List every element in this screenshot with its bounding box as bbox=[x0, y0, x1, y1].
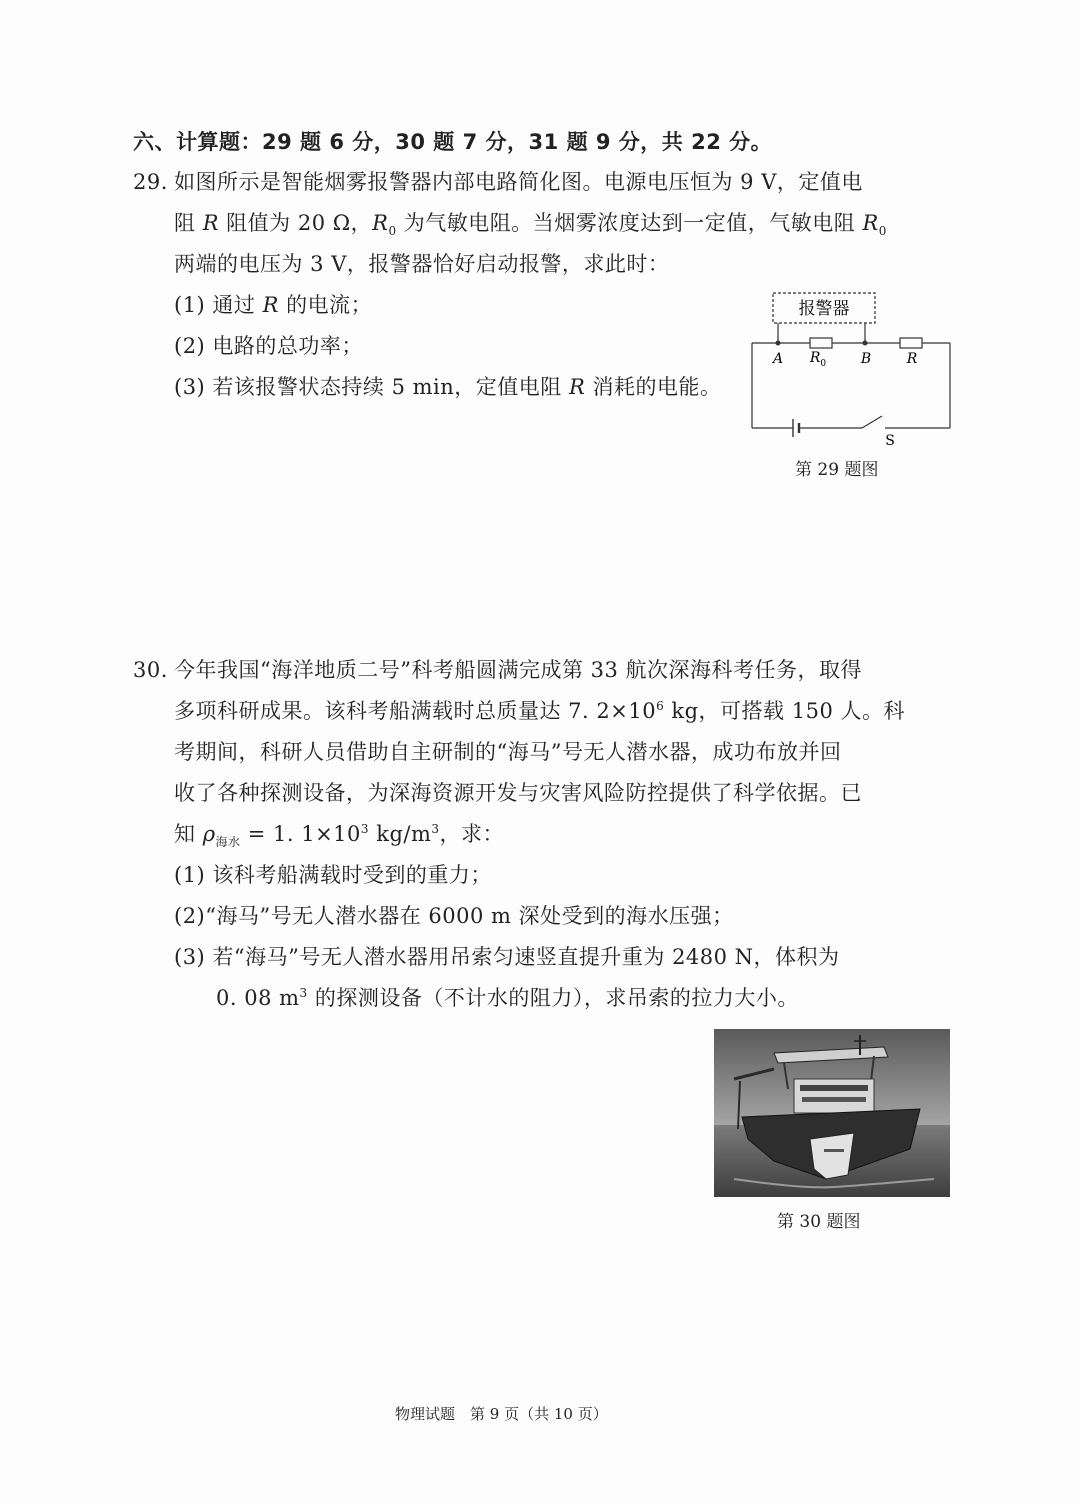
q29-part1: (1) 通过 R 的电流； bbox=[174, 293, 373, 317]
q30-line2: 多项科研成果。该科考船满载时总质量达 7. $2\times 10^6$ kg，可搭载 150 人。科 bbox=[174, 699, 905, 723]
alarm-label: 报警器 bbox=[798, 299, 850, 319]
page-footer: 物理试题 第 9 页（共 10 页） bbox=[395, 1405, 608, 1423]
q30-line5: 知 $\rho_{海水} = 1$. $1\times 10^3$ $kg/m^3$，求： bbox=[174, 822, 505, 850]
q30-part3-line2: 0. 08 $m^3$ 的探测设备（不计水的阻力），求吊索的拉力大小。 bbox=[216, 986, 799, 1010]
q30-line1: 今年我国“海洋地质二号”科考船圆满完成第 33 航次深海科考任务，取得 bbox=[174, 658, 863, 682]
node-b-dot bbox=[863, 341, 868, 346]
q29-line3: 两端的电压为 3 V，报警器恰好启动报警，求此时： bbox=[174, 252, 670, 276]
q29-figure-caption: 第 29 题图 bbox=[795, 460, 879, 480]
q29-circuit-diagram bbox=[740, 285, 970, 455]
q29-line1: 如图所示是智能烟雾报警器内部电路简化图。电源电压恒为 9 V，定值电 bbox=[174, 170, 863, 194]
r-label: R bbox=[906, 351, 918, 367]
switch-lever bbox=[862, 416, 882, 428]
q29-line2: 阻 R 阻值为 20 Ω，$R_0$ 为气敏电阻。当烟雾浓度达到一定值，气敏电阻 $R_0$ bbox=[174, 211, 887, 239]
q29-part2: (2) 电路的总功率； bbox=[174, 334, 363, 358]
q29-number: 29. bbox=[133, 170, 168, 194]
q30-part3-line1: (3) 若“海马”号无人潜水器用吊索匀速竖直提升重为 2480 N，体积为 bbox=[174, 945, 840, 969]
q29-part3: (3) 若该报警状态持续 5 min，定值电阻 R 消耗的电能。 bbox=[174, 375, 722, 399]
section-heading: 六、计算题：29 题 6 分，30 题 7 分，31 题 9 分，共 22 分。 bbox=[133, 130, 773, 154]
q30-number: 30. bbox=[133, 658, 168, 682]
resistor-r0 bbox=[810, 338, 832, 348]
q30-line4: 收了各种探测设备，为深海资源开发与灾害风险防控提供了科学依据。已 bbox=[174, 781, 862, 805]
q30-part2: (2)“海马”号无人潜水器在 6000 m 深处受到的海水压强； bbox=[174, 904, 734, 928]
r0-label: $R_0$ bbox=[809, 350, 827, 369]
node-a-dot bbox=[776, 341, 781, 346]
node-b-label: B bbox=[860, 351, 872, 367]
resistor-r bbox=[900, 338, 922, 348]
q30-line3: 考期间，科研人员借助自主研制的“海马”号无人潜水器，成功布放并回 bbox=[174, 740, 842, 764]
ship-photo bbox=[714, 1029, 950, 1197]
switch-label: S bbox=[885, 433, 895, 449]
node-a-label: A bbox=[772, 351, 784, 367]
q30-figure-caption: 第 30 题图 bbox=[777, 1212, 861, 1232]
q30-part1: (1) 该科考船满载时受到的重力； bbox=[174, 863, 492, 887]
